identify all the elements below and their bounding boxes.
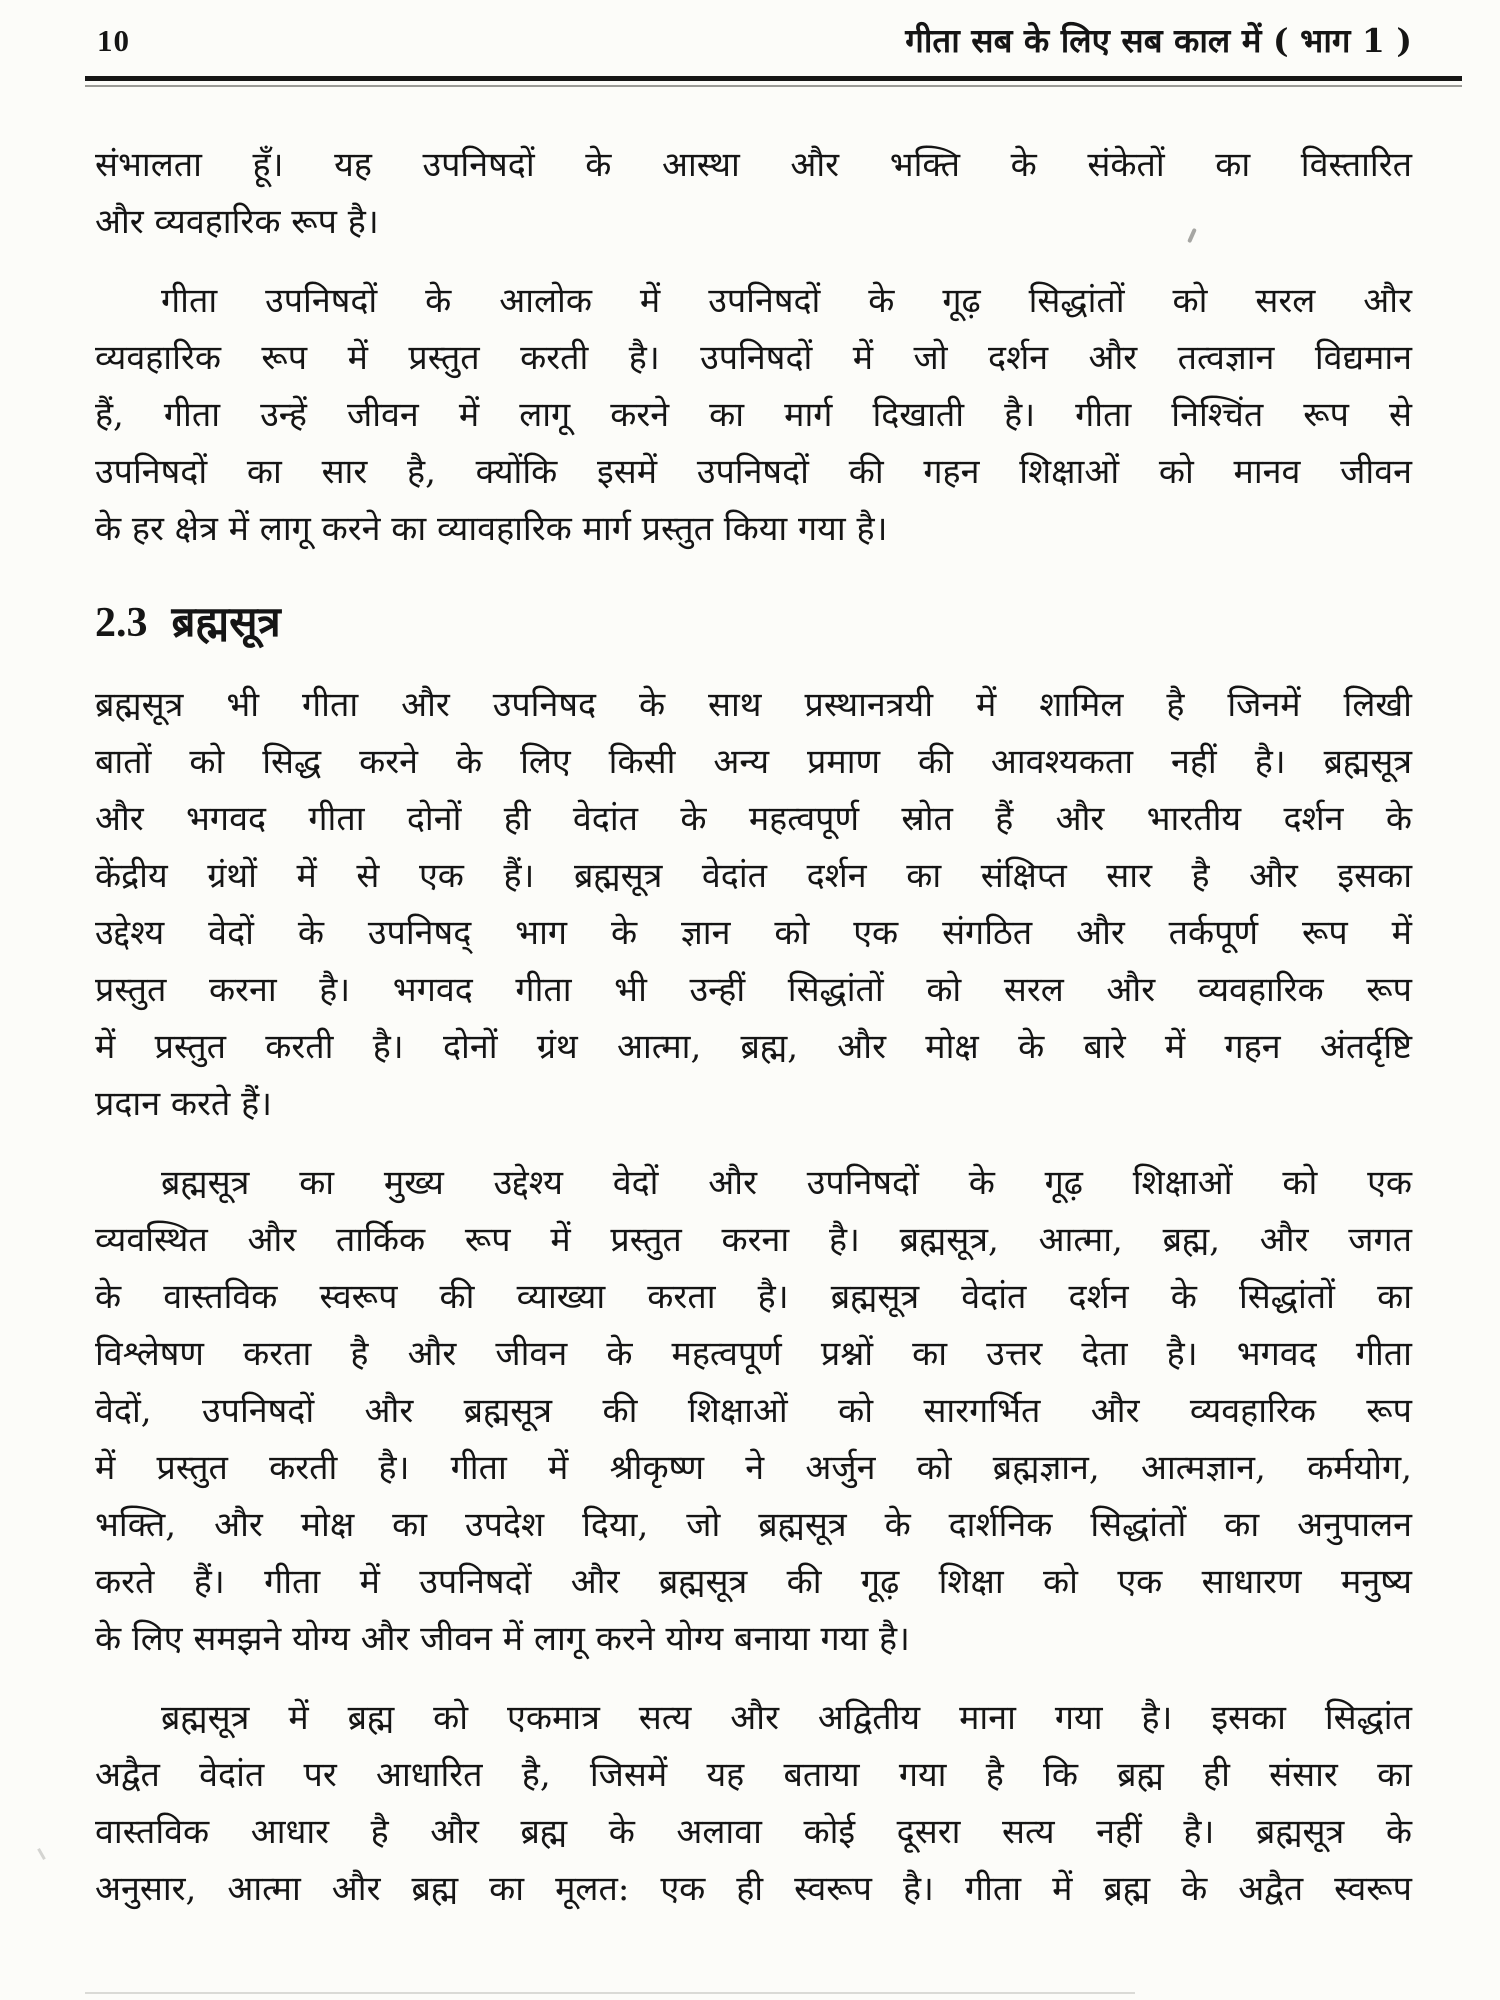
paragraph-brahma-advaita — [95, 1690, 1412, 1918]
section-number: 2.3 — [95, 600, 148, 646]
text-line: और भगवद गीता दोनों ही वेदांत के महत्वपूर्ण स्रोत हैं और भारतीय दर्शन के — [95, 799, 1412, 839]
section-heading — [95, 592, 1412, 653]
text-line: बातों को सिद्ध करने के लिए किसी अन्य प्रमाण की आवश्यकता नहीं है। ब्रह्मसूत्र — [95, 742, 1412, 782]
text-line: विश्लेषण करता है और जीवन के महत्वपूर्ण प्रश्नों का उत्तर देता है। भगवद गीता — [95, 1334, 1412, 1374]
running-title: गीता सब के लिए सब काल में ( भाग 1 ) — [905, 21, 1412, 60]
text-line: प्रदान करते हैं। — [95, 1084, 273, 1124]
header-rule-thin — [85, 85, 1462, 87]
page-header — [97, 0, 1412, 66]
text-line: व्यवस्थित और तार्किक रूप में प्रस्तुत करना है। ब्रह्मसूत्र, आत्मा, ब्रह्म, और जगत — [95, 1220, 1412, 1260]
paragraph-brahmasutra-intro — [95, 677, 1412, 1133]
text-line: हैं, गीता उन्हें जीवन में लागू करने का मार्ग दिखाती है। गीता निश्चिंत रूप से — [95, 395, 1412, 435]
text-line: उपनिषदों का सार है, क्योंकि इसमें उपनिषदों की गहन शिक्षाओं को मानव जीवन — [95, 452, 1412, 492]
text-line: गीता उपनिषदों के आलोक में उपनिषदों के गूढ़ सिद्धांतों को सरल और — [161, 281, 1412, 321]
text-line: और व्यवहारिक रूप है। — [95, 202, 379, 242]
text-line: केंद्रीय ग्रंथों में से एक हैं। ब्रह्मसूत्र वेदांत दर्शन का संक्षिप्त सार है और इसका — [95, 856, 1412, 896]
text-line: संभालता हूँ। यह उपनिषदों के आस्था और भक्ति के संकेतों का विस्तारित — [95, 145, 1412, 185]
text-line: भक्ति, और मोक्ष का उपदेश दिया, जो ब्रह्मसूत्र के दार्शनिक सिद्धांतों का अनुपालन — [95, 1505, 1412, 1545]
header-rule-thick — [85, 76, 1462, 81]
text-line: वास्तविक आधार है और ब्रह्म के अलावा कोई दूसरा सत्य नहीं है। ब्रह्मसूत्र के — [95, 1812, 1412, 1852]
text-line: ब्रह्मसूत्र में ब्रह्म को एकमात्र सत्य और अद्वितीय माना गया है। इसका सिद्धांत — [161, 1698, 1412, 1738]
text-line: अनुसार, आत्मा और ब्रह्म का मूलत: एक ही स्वरूप है। गीता में ब्रह्म के अद्वैत स्वरूप — [95, 1869, 1412, 1909]
paragraph-gita-upanishad — [95, 273, 1412, 558]
text-line: वेदों, उपनिषदों और ब्रह्मसूत्र की शिक्षाओं को सारगर्भित और व्यवहारिक रूप — [95, 1391, 1412, 1431]
page-number: 10 — [97, 23, 130, 58]
header-rule — [85, 76, 1462, 87]
text-line: में प्रस्तुत करती है। दोनों ग्रंथ आत्मा, ब्रह्म, और मोक्ष के बारे में गहन अंतर्दृष्टि — [95, 1027, 1412, 1067]
page-body — [95, 137, 1412, 1918]
section-title: ब्रह्मसूत्र — [171, 597, 281, 646]
paragraph-continuation — [95, 137, 1412, 251]
text-line: में प्रस्तुत करती है। गीता में श्रीकृष्ण ने अर्जुन को ब्रह्मज्ञान, आत्मज्ञान, कर्मयोग, — [95, 1448, 1412, 1488]
text-line: अद्वैत वेदांत पर आधारित है, जिसमें यह बताया गया है कि ब्रह्म ही संसार का — [95, 1755, 1412, 1795]
text-line: के लिए समझने योग्य और जीवन में लागू करने योग्य बनाया गया है। — [95, 1619, 910, 1659]
text-line: करते हैं। गीता में उपनिषदों और ब्रह्मसूत्र की गूढ़ शिक्षा को एक साधारण मनुष्य — [95, 1562, 1412, 1602]
scan-artifact — [85, 1992, 1135, 1994]
text-line: ब्रह्मसूत्र भी गीता और उपनिषद के साथ प्रस्थानत्रयी में शामिल है जिनमें लिखी — [95, 685, 1412, 725]
scan-artifact — [37, 1848, 46, 1860]
text-line: के हर क्षेत्र में लागू करने का व्यावहारिक मार्ग प्रस्तुत किया गया है। — [95, 509, 888, 549]
paragraph-brahmasutra-purpose — [95, 1155, 1412, 1668]
text-line: प्रस्तुत करना है। भगवद गीता भी उन्हीं सिद्धांतों को सरल और व्यवहारिक रूप — [95, 970, 1412, 1010]
text-line: के वास्तविक स्वरूप की व्याख्या करता है। ब्रह्मसूत्र वेदांत दर्शन के सिद्धांतों का — [95, 1277, 1412, 1317]
text-line: ब्रह्मसूत्र का मुख्य उद्देश्य वेदों और उपनिषदों के गूढ़ शिक्षाओं को एक — [161, 1163, 1412, 1203]
text-line: उद्देश्य वेदों के उपनिषद् भाग के ज्ञान को एक संगठित और तर्कपूर्ण रूप में — [95, 913, 1412, 953]
text-line: व्यवहारिक रूप में प्रस्तुत करती है। उपनिषदों में जो दर्शन और तत्वज्ञान विद्यमान — [95, 338, 1412, 378]
